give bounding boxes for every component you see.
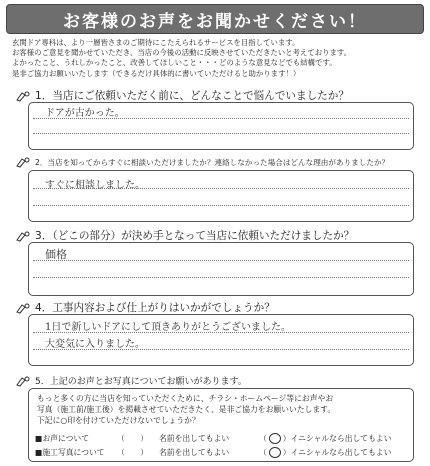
answer-box-2 [28, 170, 414, 222]
title-banner [6, 4, 424, 34]
permission-text [37, 393, 335, 426]
question-5 [16, 374, 247, 387]
option-paren-open: （ [259, 448, 267, 457]
intro-line: よかったこと、うれしかったこと、改善してほしいこと・・・どのような意見などでも結構です。 [12, 58, 337, 68]
answer-line [33, 133, 409, 134]
question-4 [16, 300, 275, 315]
handwritten-answer: 1日で新しいドアにして頂きありがとうございました。 [45, 322, 292, 333]
circle-mark-icon [269, 433, 281, 444]
permission-line: 下記に○印を付けていただけないでしょうか？ [37, 416, 200, 425]
intro-line: 玄関ドア専科は、より一層皆さまのご期待にこたえられるサービスを目指しています。 [12, 38, 300, 47]
question-text: 2．当店を知ってからすぐに相談いただけましたか？連絡しなかった場合はどんな理由がありましたか？ [35, 157, 390, 167]
pencil-hand-icon [16, 302, 30, 314]
handwritten-answer: すぐに相談しました。 [45, 180, 145, 191]
intro-line: 是非ご協力お願いいたします（できるだけ具体的に書いていただけると助かります！） [12, 68, 301, 78]
answer-line [33, 205, 409, 206]
question-1 [16, 88, 349, 103]
option-label: ■お声について [35, 434, 89, 443]
permission-line: 写真（施工前/施工後）を掲載させていただきたく、是非ご協力をお願いいたします。 [37, 405, 336, 414]
permission-box [28, 388, 414, 462]
question-text: 4．工事内容および仕上がりはいかがでしょうか？ [35, 302, 275, 314]
intro-text [12, 38, 420, 79]
question-text: 5．上記のお声とお写真についてお願いがあります。 [35, 377, 247, 387]
option-initials-text: ）イニシャルなら出してもよい [282, 434, 392, 443]
pencil-hand-icon [16, 375, 30, 387]
option-paren-open: （ [259, 434, 267, 443]
option-name-text: 名前を出してもよい [159, 434, 230, 443]
handwritten-answer: ドアが古かった。 [45, 108, 125, 119]
intro-line: お客様のご意見を聞かせていただき、当店の今後の活動に反映させていただきたいと考えております。 [12, 48, 352, 58]
answer-box-3 [28, 242, 414, 296]
option-paren-name: （ ） [117, 448, 149, 457]
option-initials-text: ）イニシャルなら出してもよい [282, 448, 392, 457]
permission-line: もっと多くの方に当店を知っていただくために、チラシ・ホームページ等にお声やお [37, 394, 334, 403]
option-row-voice [35, 433, 391, 444]
answer-line [33, 277, 409, 278]
question-text: 3．（どこの部分）が決め手となって当店に依頼いただけましたか？ [35, 230, 355, 242]
answer-box-1 [28, 102, 414, 150]
question-3 [16, 228, 354, 243]
answer-line [33, 260, 409, 261]
option-paren-name: （ ） [117, 434, 149, 443]
pencil-hand-icon [16, 230, 30, 242]
pencil-hand-icon [16, 90, 30, 102]
answer-box-4 [28, 314, 414, 366]
circle-mark-icon [269, 447, 281, 458]
option-row-photo [35, 447, 391, 458]
option-name-text: 名前を出してもよい [159, 448, 230, 457]
question-2 [16, 156, 389, 168]
pencil-hand-icon [16, 156, 30, 168]
page-title: お客様のお声をお聞かせください！ [63, 11, 367, 32]
question-text: 1．当店にご依頼いただく前に、どんなことで悩んでいましたか？ [35, 90, 349, 102]
handwritten-answer: 大変気に入りました。 [45, 339, 145, 350]
handwritten-answer: 価格 [45, 248, 67, 261]
option-label: ■施工写真について [35, 448, 105, 457]
